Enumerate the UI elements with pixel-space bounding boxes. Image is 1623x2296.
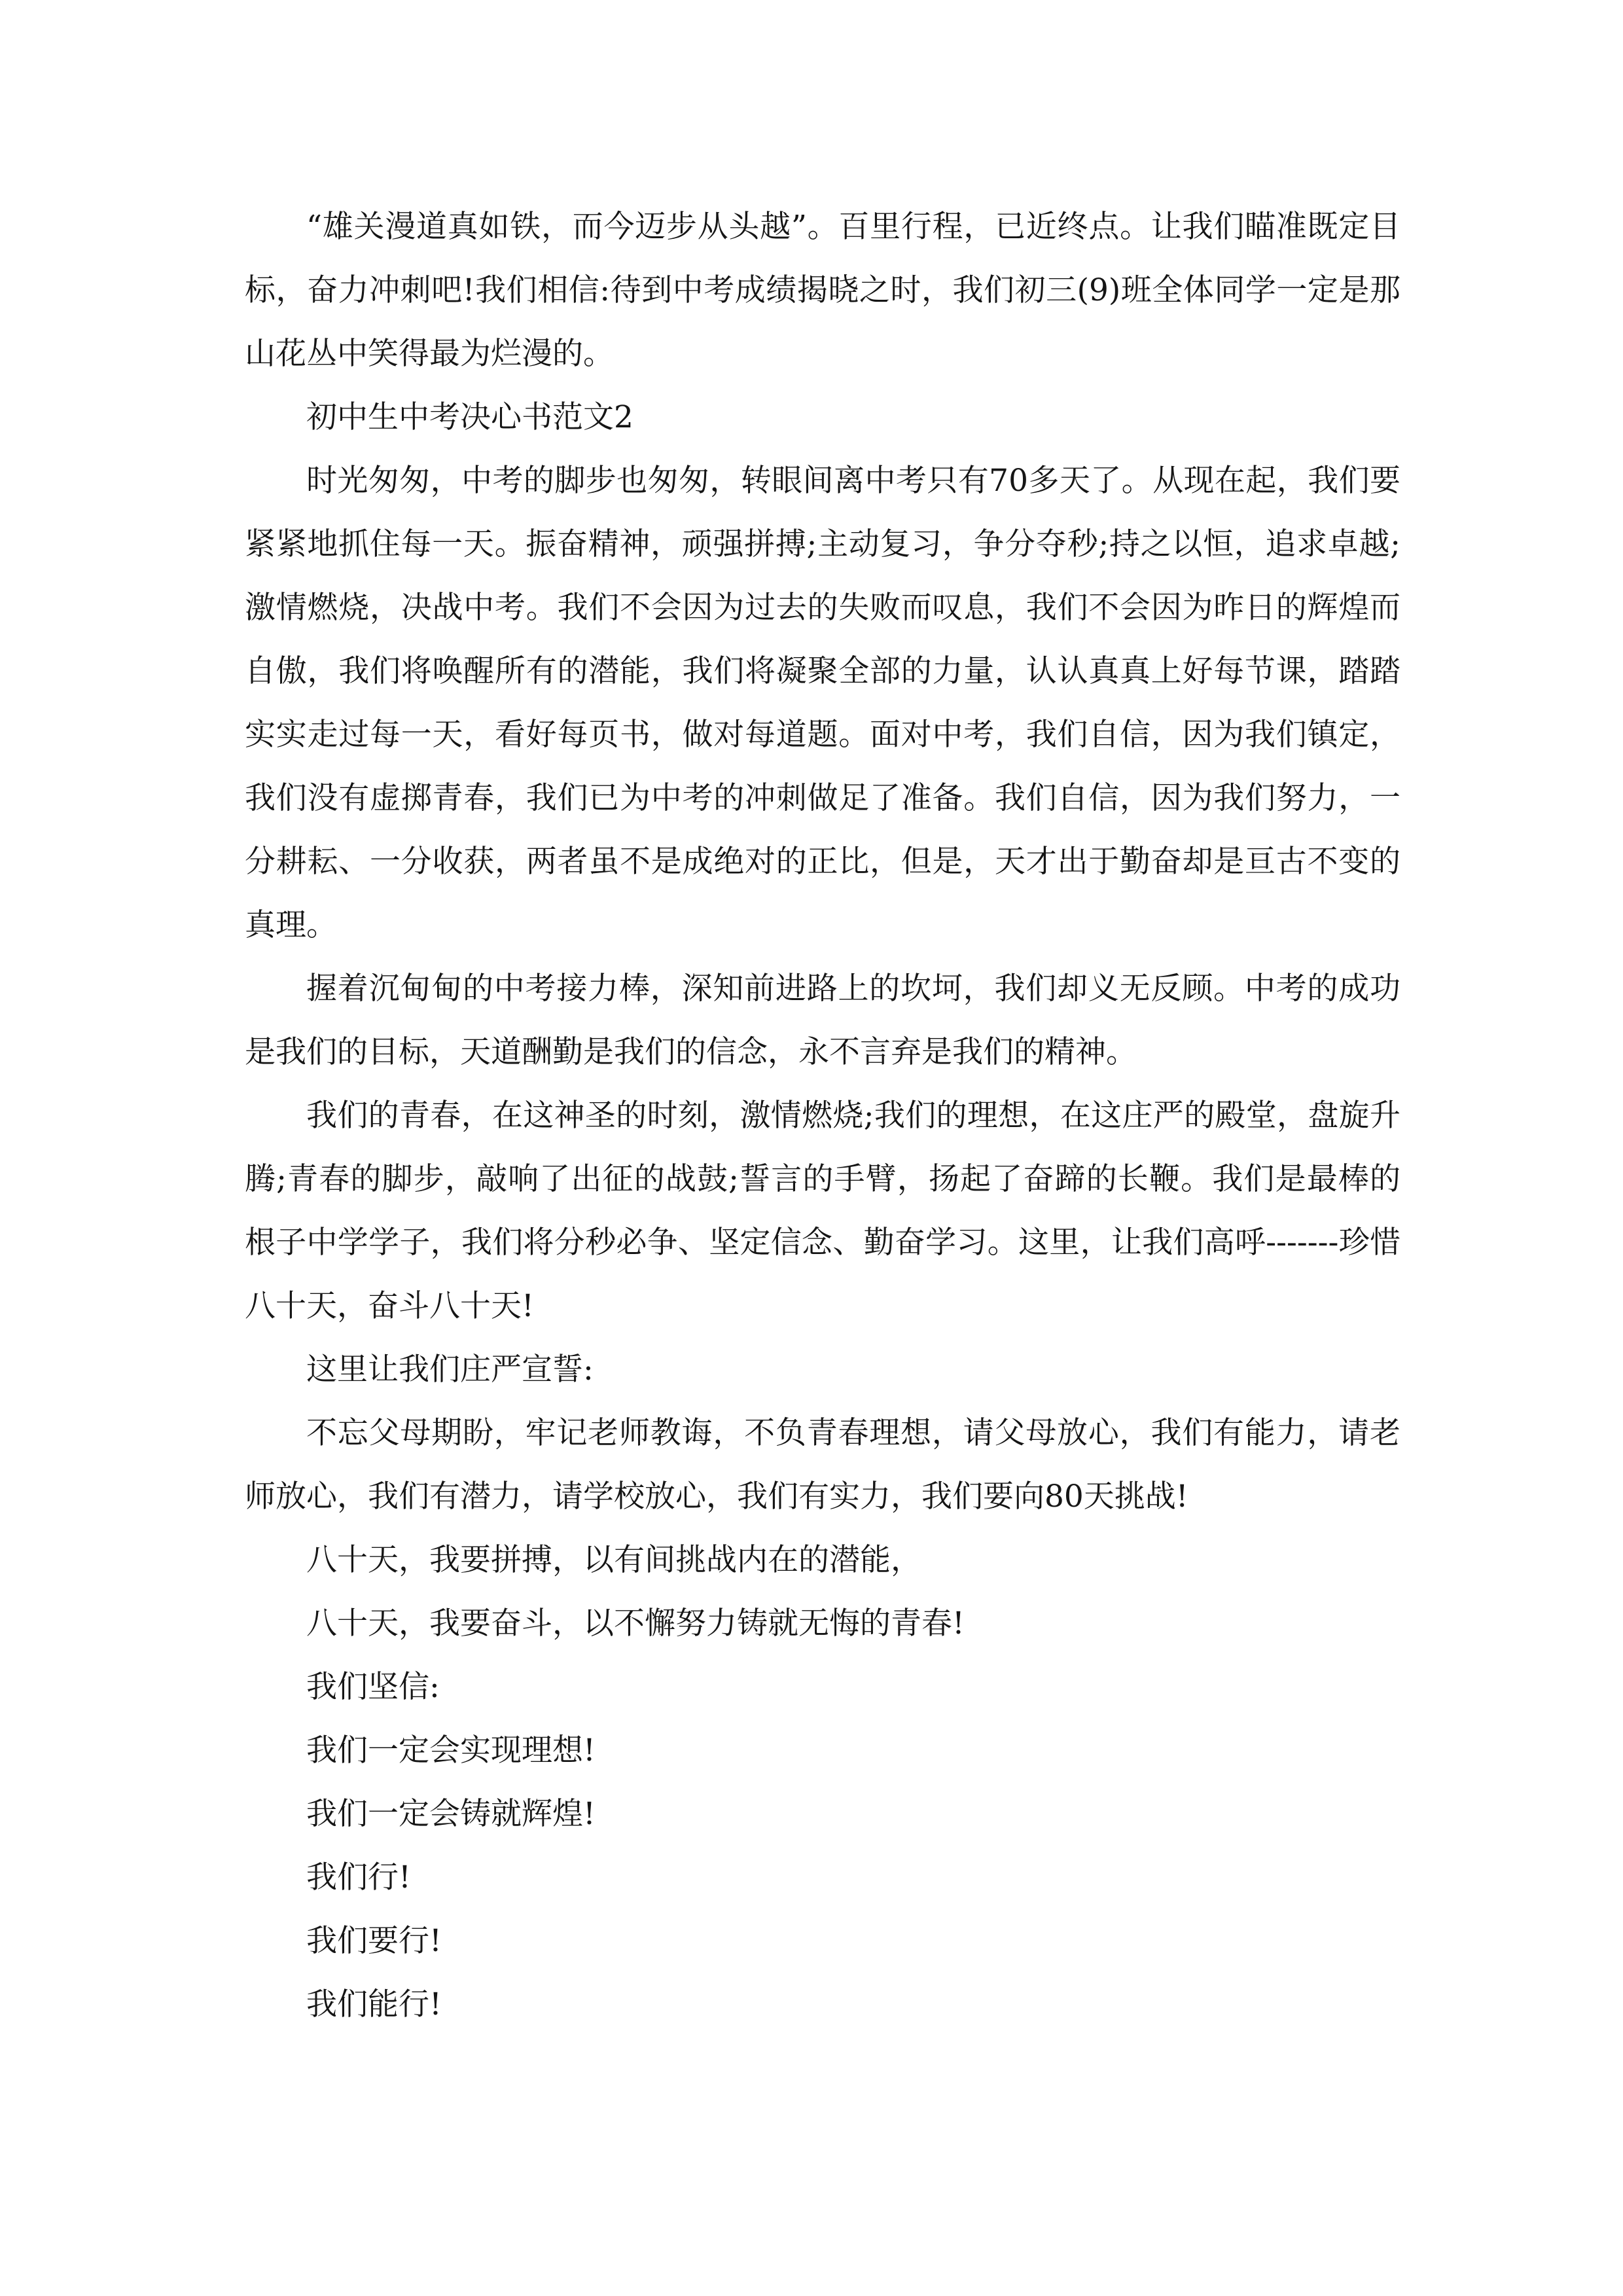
paragraph: 握着沉甸甸的中考接力棒，深知前进路上的坎坷，我们却义无反顾。中考的成功是我们的目标，天道酬勤是我们的信念，永不言弃是我们的精神。 bbox=[245, 971, 1400, 1070]
section-heading: 初中生中考决心书范文2 bbox=[306, 399, 633, 435]
paragraph: 我们行! bbox=[306, 1859, 411, 1895]
paragraph: 时光匆匆，中考的脚步也匆匆，转眼间离中考只有70多天了。从现在起，我们要紧紧地抓住每一天。振奋精神，顽强拼搏;主动复习，争分夺秒;持之以恒，追求卓越;激情燃烧，决战中考。我们不会因为过去的失败而叹息，我们不会因为昨日的辉煌而自傲，我们将唤醒所有的潜能，我们将凝聚全部的力量，认认真真上好每节课，踏踏实实走过每一天，看好每页书，做对每道题。面对中考，我们自信，因为我们镇定，我们没有虚掷青春，我们已为中考的冲刺做足了准备。我们自信，因为我们努力，一分耕耘、一分收获，两者虽不是成绝对的正比，但是，天才出于勤奋却是亘古不变的真理。 bbox=[245, 463, 1400, 943]
paragraph: 八十天，我要奋斗，以不懈努力铸就无悔的青春! bbox=[306, 1605, 965, 1641]
paragraph: 这里让我们庄严宣誓: bbox=[306, 1352, 594, 1388]
paragraph: 我们一定会铸就辉煌! bbox=[306, 1796, 596, 1832]
document-body bbox=[245, 195, 1400, 2036]
paragraph: 不忘父母期盼，牢记老师教诲，不负青春理想，请父母放心，我们有能力，请老师放心，我们有潜力，请学校放心，我们有实力，我们要向80天挑战! bbox=[245, 1415, 1400, 1515]
paragraph: 我们的青春，在这神圣的时刻，激情燃烧;我们的理想，在这庄严的殿堂，盘旋升腾;青春的脚步，敲响了出征的战鼓;誓言的手臂，扬起了奋蹄的长鞭。我们是最棒的根子中学学子，我们将分秒必争、坚定信念、勤奋学习。这里，让我们高呼-------珍惜八十天，奋斗八十天! bbox=[245, 1098, 1400, 1324]
paragraph: 我们能行! bbox=[306, 1986, 442, 2022]
paragraph: 我们坚信: bbox=[306, 1669, 440, 1705]
paragraph: 我们一定会实现理想! bbox=[306, 1732, 596, 1768]
paragraph: 我们要行! bbox=[306, 1923, 442, 1959]
paragraph: “雄关漫道真如铁，而今迈步从头越”。百里行程，已近终点。让我们瞄准既定目标，奋力冲刺吧!我们相信:待到中考成绩揭晓之时，我们初三(9)班全体同学一定是那山花丛中笑得最为烂漫的。 bbox=[245, 209, 1400, 372]
paragraph: 八十天，我要拼搏，以有间挑战内在的潜能， bbox=[306, 1542, 921, 1578]
